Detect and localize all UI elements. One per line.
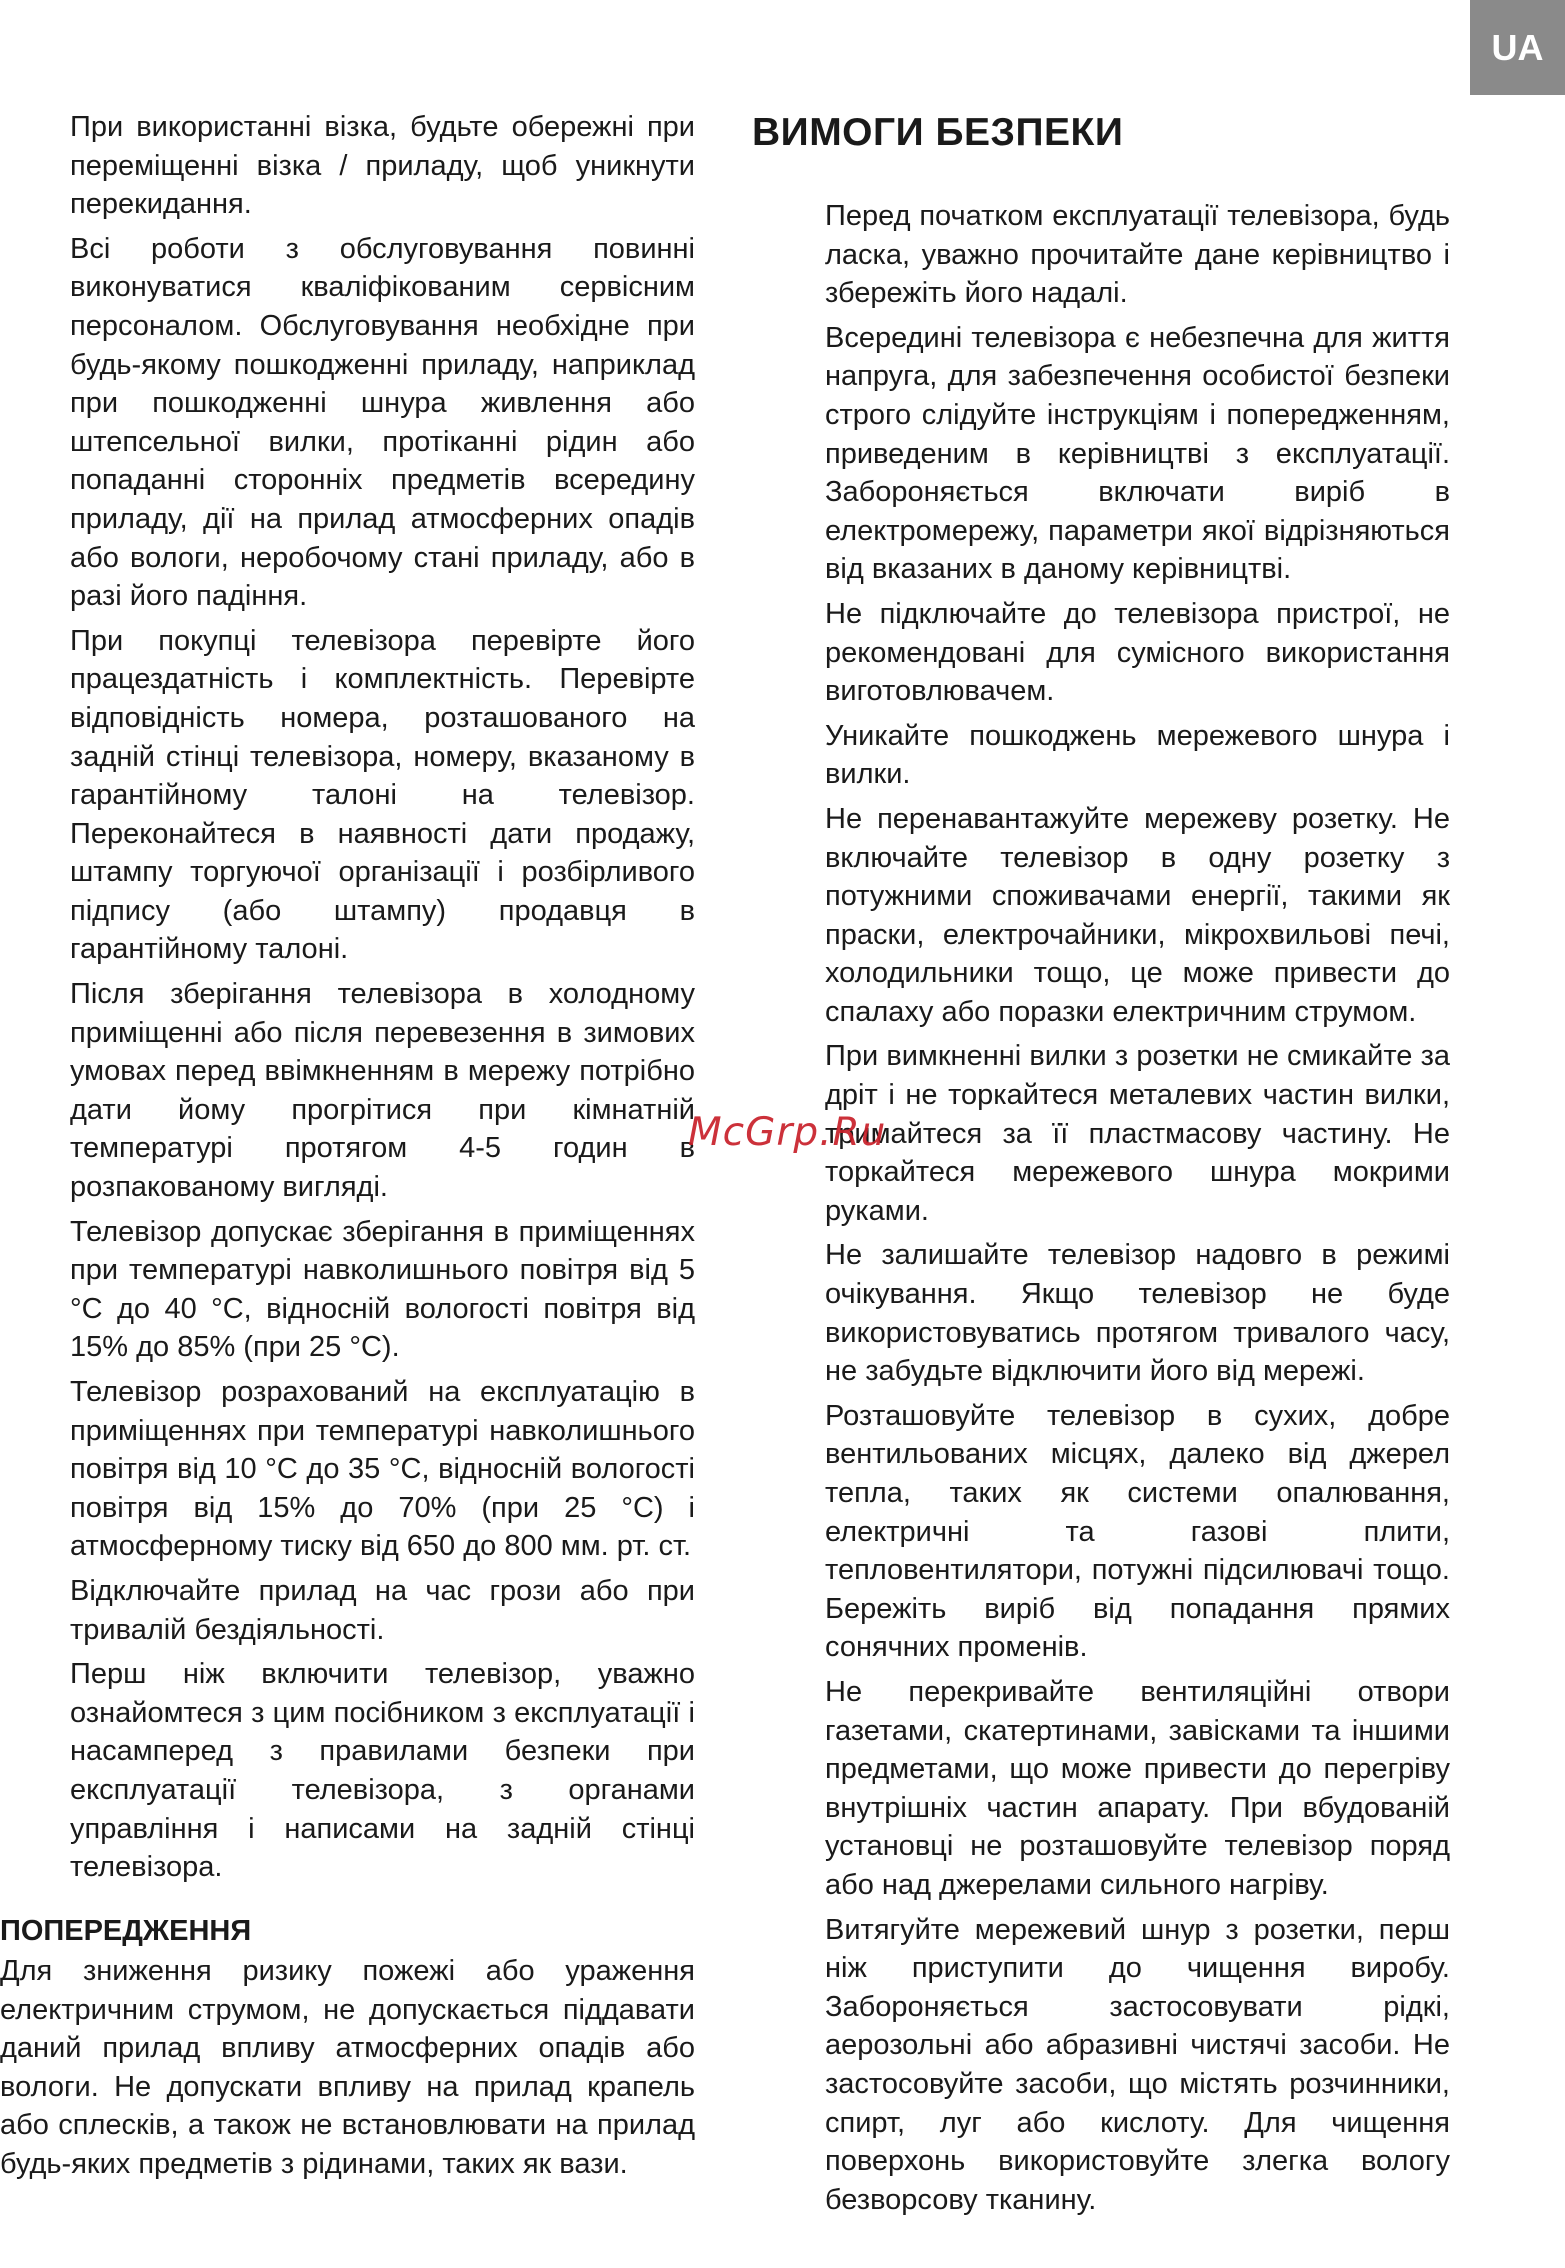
paragraph: Після зберігання телевізора в холодному приміщенні або після перевезення в зимових умовах перед ввімкненням в мережу потрібно дати йому прогрітися при кімнатній температурі протягом 4-5 годин в розпакованому вигляді.	[70, 978, 695, 1204]
paragraph: Витягуйте мережевий шнур з розетки, перш ніж приступити до чищення виробу. Забороняється застосовувати рідкі, аерозольні або абразивні чистячі засоби. Не застосовуйте засоби, що містять розчинники, спирт, луг або кислоту. Для чищення поверхонь використовуйте злегка вологу безворсову тканину.	[825, 1913, 1450, 2216]
paragraph: При покупці телевізора перевірте його працездатність і комплектність. Перевірте відповідність номера, розташованого на задній стінці телевізора, номеру, вказаному в гарантійному талоні на телевізор. Переконайтеся в наявності дати продажу, штампу торгуючої організації і розбірливого підпису (або штампу) продавця в гарантійному талоні.	[70, 624, 695, 966]
warning-text: Для зниження ризику пожежі або ураження електричним струмом, не допускається піддавати даний прилад впливу атмосферних опадів або вологи. Не допускати впливу на прилад крапель або сплесків, а також не встановлювати на прилад будь-яких предметів з рідинами, таких як вази.	[0, 1955, 695, 2180]
paragraph: Всі роботи з обслуговування повинні виконуватися кваліфікованим сервісним персоналом. Обслуговування необхідне при будь-якому пошкодженні приладу, наприклад при пошкодженні шнура живлення або штепсельної вилки, протіканні рідин або попаданні сторонніх предметів всередину приладу, дії на прилад атмосферних опадів або вологи, неробочому стані приладу, або в разі його падіння.	[70, 232, 695, 613]
paragraph: Всередині телевізора є небезпечна для життя напруга, для забезпечення особистої безпеки строго слідуйте інструкціям і попередженням, приведеним в керівництві з експлуатації. Забороняється включати виріб в електромережу, параметри якої відрізняються від вказаних в даному керівництві.	[825, 321, 1450, 586]
paragraph: Розташовуйте телевізор в сухих, добре вентильованих місцях, далеко від джерел тепла, таких як системи опалювання, електричні та газові плити, тепловентилятори, потужні підсилювачі тощо. Бережіть виріб від попадання прямих сонячних променів.	[825, 1399, 1450, 1664]
left-column	[70, 108, 695, 1893]
paragraph: Перш ніж включити телевізор, уважно ознайомтеся з цим посібником з експлуатації і насамперед з правилами безпеки при експлуатації телевізора, з органами управління і написами на задній стінці телевізора.	[70, 1658, 695, 1884]
paragraph: Телевізор розрахований на експлуатацію в приміщеннях при температурі навколишнього повітря від 10 °C до 35 °C, відносній вологості повітря від 15% до 70% (при 25 °C) і атмосферному тиску від 650 до 800 мм. рт. ст.	[70, 1376, 695, 1563]
paragraph: Не залишайте телевізор надовго в режимі очікування. Якщо телевізор не буде використовуватись протягом тривалого часу, не забудьте відключити його від мережі.	[825, 1239, 1450, 1388]
warning-heading: ПОПЕРЕДЖЕННЯ	[0, 1915, 252, 1947]
paragraph: Не перекривайте вентиляційні отвори газетами, скатертинами, завісками та іншими предметами, що може привести до перегріву внутрішніх частин апарату. При вбудованій установці не розташовуйте телевізор поряд або над джерелами сильного нагріву.	[825, 1675, 1450, 1901]
language-tab: UA	[1470, 0, 1565, 95]
paragraph: Телевізор допускає зберігання в приміщеннях при температурі навколишнього повітря від 5 °C до 40 °C, відносній вологості повітря від 15% до 85% (при 25 °C).	[70, 1215, 695, 1364]
watermark: McGrp.Ru	[688, 1110, 887, 1155]
paragraph: Відключайте прилад на час грози або при тривалій бездіяльності.	[70, 1574, 695, 1646]
warning-section	[0, 1952, 695, 2190]
paragraph: При використанні візка, будьте обережні при переміщенні візка / приладу, щоб уникнути перекидання.	[70, 111, 695, 221]
paragraph: Уникайте пошкоджень мережевого шнура і вилки.	[825, 719, 1450, 791]
paragraph: Перед початком експлуатації телевізора, будь ласка, уважно прочитайте дане керівництво і збережіть його надалі.	[825, 200, 1450, 310]
paragraph: Не підключайте до телевізора пристрої, не рекомендовані для сумісного використання виготовлювачем.	[825, 597, 1450, 708]
paragraph: При вимкненні вилки з розетки не смикайте за дріт і не торкайтеся металевих частин вилки, тримайтеся за її пластмасову частину. Не торкайтеся мережевого шнура мокрими руками.	[825, 1040, 1450, 1227]
right-column	[825, 197, 1450, 2225]
paragraph: Не перенавантажуйте мережеву розетку. Не включайте телевізор в одну розетку з потужними споживачами енергії, такими як праски, електрочайники, мікрохвильові печі, холодильники тощо, це може привести до спалаху або поразки електричним струмом.	[825, 802, 1450, 1028]
safety-heading: ВИМОГИ БЕЗПЕКИ	[752, 111, 1124, 154]
